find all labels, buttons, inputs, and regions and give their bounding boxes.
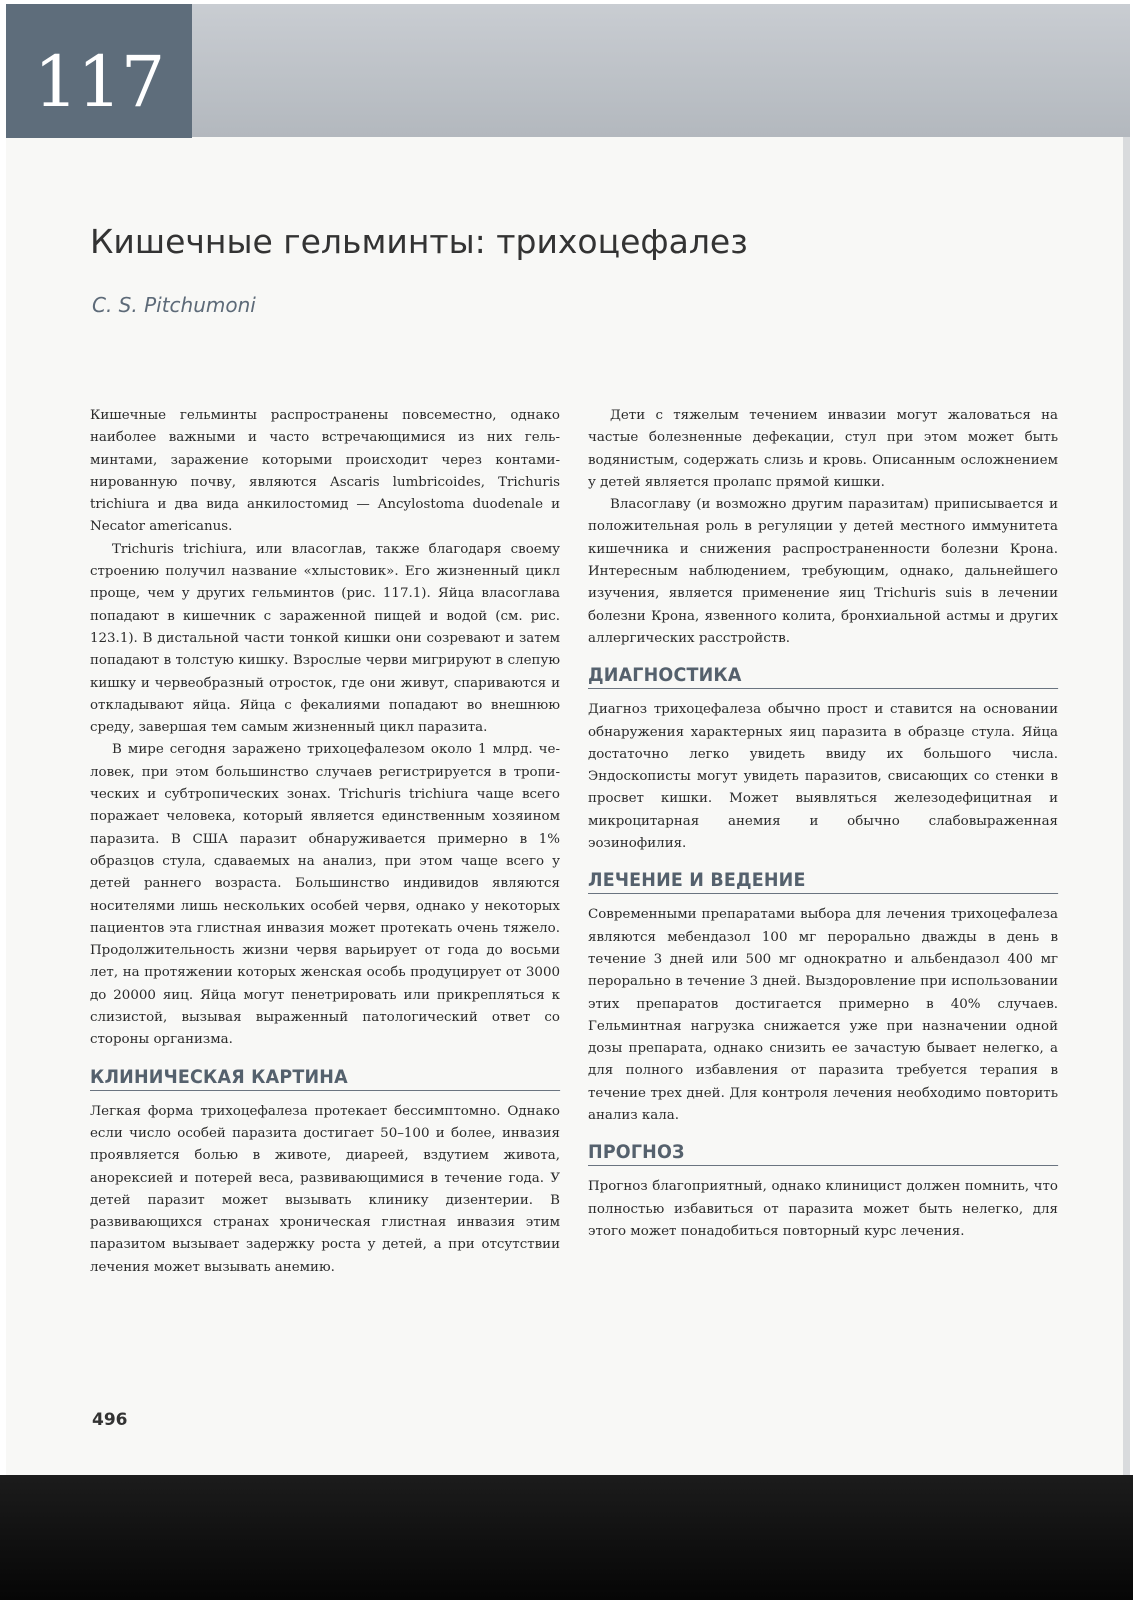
page-number: 496 xyxy=(92,1410,128,1430)
page-edge-strip xyxy=(1123,137,1130,1498)
chapter-title: Кишечные гельминты: трихоцефалез xyxy=(90,222,748,261)
paragraph: Кишечные гельминты распространены повсеместно, однако наиболее важными и часто встречающимися из них гельминтами, заражение которыми происходит через контаминированную почву, являются Ascaris lumbricoides, Trichuris trichiura и два вида анкилостомид — Ancylostoma duodenale и Necator americanus. xyxy=(90,408,560,535)
paragraph: Современными препаратами выбора для лечения трихоцефалеза являются мебендазол 100 мг перорально дважды в день в течение 3 дней или 500 мг однократно и альбендазол 400 мг перорально в течение 3 дней. Выздоровление при использовании этих препаратов достигается примерно в 40% случаев. Гельминтная нагрузка снижается уже при назначении одной дозы препарата, однако снизить ее зачастую бывает нелегко, а для полного избавления от паразита требуется терапия в течение трех дней. Для контроля лечения необходимо повторить анализ кала. xyxy=(588,907,1058,1124)
paragraph: Власоглаву (и возможно другим паразитам) приписывается и положительная роль в регуляции у детей местного иммунитета кишечника и снижения распространенности болезни Крона. Интересным наблюдением, требующим, однако, дальнейшего изучения, является применение яиц Trichuris suis в лечении болезни Крона, язвенного колита, бронхиальной астмы и других аллергических расстройств. xyxy=(588,497,1058,646)
scanner-background xyxy=(0,1475,1133,1600)
chapter-number: 117 xyxy=(33,41,165,123)
paragraph: Прогноз благоприятный, однако клиницист должен помнить, что полностью избавиться от паразита может быть нелегко, для этого может понадобиться повторный курс лечения. xyxy=(588,1179,1058,1239)
section-heading-clinical: КЛИНИЧЕСКАЯ КАРТИНА xyxy=(90,1066,560,1091)
left-column xyxy=(90,405,560,1279)
paragraph: В мире сегодня заражено трихоцефалезом около 1 млрд. человек, при этом большинство случаев регистрируется в тропических и субтропических зонах. Trichuris trichiura чаще всего поражает человека, который является единственным хозяином паразита. В США паразит обнаруживается примерно в 1% образцов стула, сдаваемых на анализ, при этом чаще всего у детей раннего возраста. Большинство индивидов являются носителями лишь нескольких особей червя, однако у некоторых пациентов эта глистная инвазия может протекать очень тяжело. Продолжительность жизни червя варьирует от года до восьми лет, на протяжении которых женская особь продуцирует от 3000 до 20000 яиц. Яйца могут пенетрировать или прикрепляться к слизистой, вызывая выраженный патологический ответ со стороны организма. xyxy=(90,742,560,1048)
chapter-number-box xyxy=(6,4,192,138)
section-heading-diagnostics: ДИАГНОСТИКА xyxy=(588,664,1058,689)
chapter-author: C. S. Pitchumoni xyxy=(92,293,256,317)
paragraph: Легкая форма трихоцефалеза протекает бессимптомно. Однако если число особей паразита достигает 50–100 и более, инвазия проявляется болью в животе, диареей, вздутием живота, анорексией и потерей веса, развивающимися в течение года. У детей паразит может вызывать клинику дизентерии. В развивающихся странах хроническая глистная инвазия этим паразитом вызывает задержку роста у детей, а при отсутствии лечения может вызывать анемию. xyxy=(90,1103,560,1275)
paragraph: Trichuris trichiura, или власоглав, также благодаря своему строению получил название «хлыстовик». Его жизненный цикл проще, чем у других гельминтов (рис. 117.1). Яйца власоглава попадают в кишечник с зараженной пищей и водой (см. рис. 123.1). В дистальной части тонкой кишки они созревают и затем попадают в толстую кишку. Взрослые черви мигрируют в слепую кишку и червеобразный отросток, где они живут, спариваются и откладывают яйца. Яйца с фекалиями попадают во внешнюю среду, завершая тем самым жизненный цикл паразита. xyxy=(90,541,560,736)
paragraph: Дети с тяжелым течением инвазии могут жаловаться на частые болезненные дефекации, стул при этом может быть водянистым, содержать слизь и кровь. Описанным осложнением у детей является пролапс прямой кишки. xyxy=(588,408,1058,490)
paragraph: Диагноз трихоцефалеза обычно прост и ставится на основании обнаружения характерных яиц паразита в образце стула. Яйца достаточно легко увидеть ввиду их большого числа. Эндоскописты могут увидеть паразитов, свисающих со стенки в просвет кишки. Может выявляться железодефицитная и микроцитарная анемия и обычно слабовыраженная эозинофилия. xyxy=(588,702,1058,852)
right-column xyxy=(588,405,1058,1243)
section-heading-prognosis: ПРОГНОЗ xyxy=(588,1141,1058,1166)
section-heading-treatment: ЛЕЧЕНИЕ И ВЕДЕНИЕ xyxy=(588,869,1058,894)
